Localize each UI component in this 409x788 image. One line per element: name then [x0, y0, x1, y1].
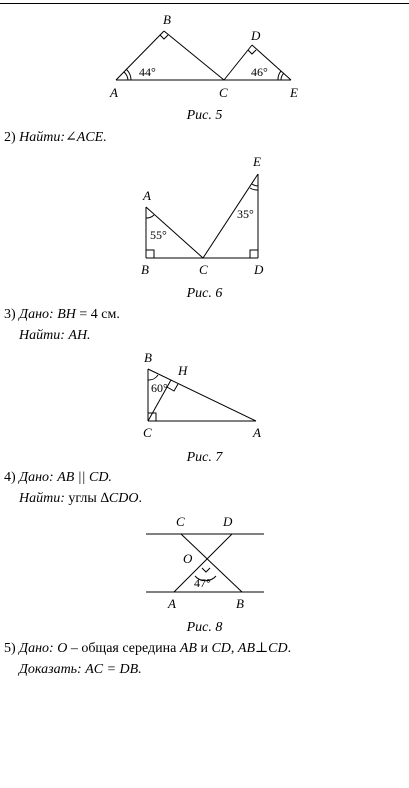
task-5-text: общая середина: [81, 641, 180, 656]
point-label-b: B: [236, 596, 244, 611]
point-label-a: A: [253, 425, 261, 440]
point-label-d: D: [251, 28, 261, 43]
figure-7-caption: Рис. 7: [186, 450, 223, 465]
task-5-prove-value: AC = DB.: [85, 662, 142, 677]
task-5: [4, 641, 291, 657]
point-label-h: H: [178, 363, 188, 378]
figure-8-caption: Рис. 8: [186, 620, 223, 635]
task-2: [4, 130, 107, 146]
point-label-d: D: [223, 514, 233, 529]
figure-5: [0, 0, 409, 110]
task-3-find-value: AH.: [68, 328, 91, 343]
triangle-symbol: ∆: [100, 491, 109, 506]
task-4-find-var: CDO: [108, 491, 139, 506]
figure-5-caption: Рис. 5: [186, 108, 223, 123]
task-4-find-label: Найти:: [19, 491, 65, 506]
figure-7: [0, 345, 409, 450]
angle-label-e: 35°: [237, 207, 254, 221]
angle-label-o: 47°: [194, 576, 211, 590]
task-4-given: AB || CD.: [57, 470, 112, 485]
task-4-label: Дано:: [19, 470, 54, 485]
point-label-c: C: [143, 425, 152, 440]
angle-label-e: 46°: [251, 65, 268, 79]
task-3-var: BH: [57, 307, 76, 322]
task-3-find: [19, 328, 91, 344]
task-5-cd: CD: [211, 641, 231, 656]
task-5-dash: –: [67, 641, 82, 656]
task-5-label: Дано:: [19, 641, 54, 656]
point-label-c: C: [176, 514, 185, 529]
task-3-given: = 4 см.: [75, 307, 120, 322]
task-5-o: O: [57, 641, 68, 656]
task-5-perp: AB⊥CD: [237, 641, 288, 656]
point-label-a: A: [168, 596, 176, 611]
task-3: [4, 307, 120, 323]
task-5-ab: AB: [179, 641, 197, 656]
task-5-comma: ,: [230, 641, 238, 656]
task-5-prove: [19, 662, 142, 678]
task-4: [4, 470, 112, 486]
task-3-label: Дано:: [19, 307, 54, 322]
task-5-and: и: [196, 641, 212, 656]
task-4-find-end: .: [138, 491, 142, 506]
task-2-label: Найти:: [19, 130, 66, 145]
angle-label-a: 44°: [139, 65, 156, 79]
point-label-o: O: [183, 551, 193, 566]
figure-7-lines: [148, 369, 256, 421]
point-label-b: B: [144, 350, 152, 365]
point-label-b: B: [141, 262, 149, 277]
angle-label-a: 55°: [150, 228, 167, 242]
task-3-find-label: Найти:: [19, 328, 65, 343]
task-3-number: 3): [4, 307, 16, 322]
point-label-d: D: [254, 262, 264, 277]
figure-6-caption: Рис. 6: [186, 286, 223, 301]
point-label-c: C: [199, 262, 208, 277]
task-5-end: .: [287, 641, 292, 656]
task-5-prove-label: Доказать:: [19, 662, 82, 677]
point-label-e: E: [290, 85, 298, 100]
point-label-b: B: [163, 12, 171, 27]
angle-label-b: 60°: [151, 381, 168, 395]
point-label-a: A: [143, 188, 151, 203]
task-4-find-text: углы: [68, 491, 101, 506]
figure-6: [0, 150, 409, 285]
task-5-number: 5): [4, 641, 16, 656]
figure-8: [0, 510, 409, 620]
task-2-value: ∠ACE.: [65, 130, 107, 145]
point-label-c: C: [219, 85, 228, 100]
task-4-number: 4): [4, 470, 16, 485]
task-4-find: [19, 491, 142, 507]
task-2-number: 2): [4, 130, 16, 145]
point-label-a: A: [110, 85, 118, 100]
point-label-e: E: [253, 154, 261, 169]
